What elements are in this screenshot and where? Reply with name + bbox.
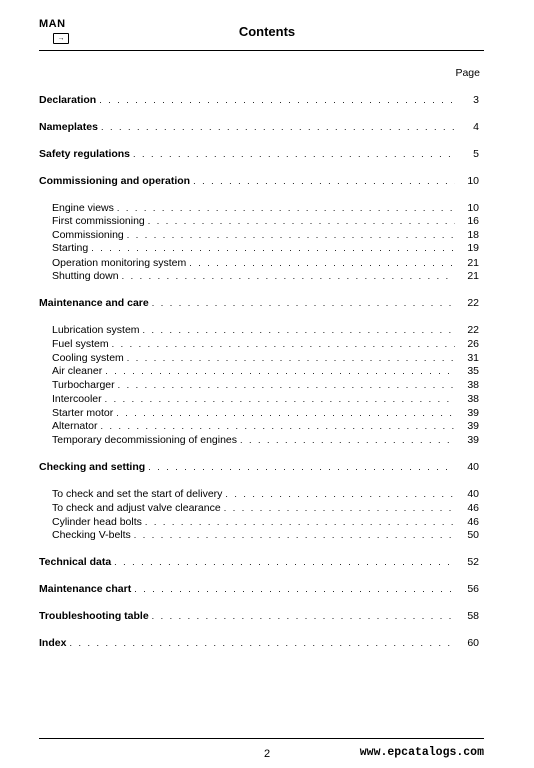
- dot-leader: [99, 94, 455, 107]
- toc-entry-page: 52: [467, 556, 479, 568]
- toc-subsection-entry[interactable]: [52, 420, 479, 433]
- dot-leader: [145, 516, 455, 529]
- dot-leader: [122, 270, 455, 283]
- toc-entry-page: 46: [467, 502, 479, 514]
- toc-entry-label: Maintenance and care: [39, 297, 149, 309]
- toc-subsection-entry[interactable]: [52, 516, 479, 529]
- toc-entry-label: To check and set the start of delivery: [52, 488, 223, 500]
- toc-entry-page: 10: [467, 202, 479, 214]
- dot-leader: [148, 215, 455, 228]
- toc-section-entry[interactable]: [39, 556, 479, 569]
- dot-leader: [225, 488, 455, 501]
- dot-leader: [152, 297, 455, 310]
- toc-entry-label: To check and adjust valve clearance: [52, 502, 221, 514]
- toc-entry-page: 10: [467, 175, 479, 187]
- dot-leader: [152, 610, 455, 623]
- dot-leader: [189, 257, 455, 270]
- toc-entry-page: 21: [467, 270, 479, 282]
- page-number: 2: [263, 748, 271, 760]
- toc-entry-page: 22: [467, 324, 479, 336]
- toc-section-entry[interactable]: [39, 297, 479, 310]
- toc-entry-page: 50: [467, 529, 479, 541]
- toc-entry-label: Technical data: [39, 556, 112, 568]
- toc-subsection-entry[interactable]: [52, 215, 479, 228]
- toc-entry-page: 31: [467, 352, 479, 364]
- toc-entry-page: 40: [467, 488, 479, 500]
- toc-entry-page: 56: [467, 583, 479, 595]
- toc-entry-page: 19: [467, 242, 479, 254]
- toc-subsection-entry[interactable]: [52, 229, 479, 242]
- dot-leader: [118, 379, 455, 392]
- dot-leader: [127, 352, 455, 365]
- dot-leader: [127, 229, 455, 242]
- dot-leader: [105, 365, 455, 378]
- toc-subsection-entry[interactable]: [52, 242, 479, 255]
- toc-entry-label: Fuel system: [52, 338, 109, 350]
- toc-entry-label: Maintenance chart: [39, 583, 132, 595]
- toc-subsection-entry[interactable]: [52, 257, 479, 270]
- toc-entry-label: Temporary decommissioning of engines: [52, 434, 238, 446]
- dot-leader: [114, 556, 455, 569]
- toc-subsection-entry[interactable]: [52, 407, 479, 420]
- toc-entry-label: Engine views: [52, 202, 114, 214]
- toc-entry-label: Shutting down: [52, 270, 119, 282]
- toc-entry-label: Cylinder head bolts: [52, 516, 142, 528]
- toc-entry-label: Safety regulations: [39, 148, 131, 160]
- toc-subsection-entry[interactable]: [52, 365, 479, 378]
- toc-entry-label: Starting: [52, 242, 89, 254]
- toc-entry-page: 22: [467, 297, 479, 309]
- toc-entry-page: 60: [467, 637, 479, 649]
- toc-entry-label: Commissioning and operation: [39, 175, 191, 187]
- toc-entry-label: Index: [39, 637, 67, 649]
- dot-leader: [101, 121, 455, 134]
- toc-entry-label: Checking V-belts: [52, 529, 131, 541]
- toc-subsection-entry[interactable]: [52, 270, 479, 283]
- toc-entry-label: Declaration: [39, 94, 97, 106]
- toc-entry-label: First commissioning: [52, 215, 145, 227]
- toc-entry-page: 4: [473, 121, 479, 133]
- toc-entry-label: Starter motor: [52, 407, 114, 419]
- page-title: Contents: [238, 24, 296, 39]
- dot-leader: [134, 583, 455, 596]
- toc-entry-page: 38: [467, 393, 479, 405]
- toc-subsection-entry[interactable]: [52, 529, 479, 542]
- toc-entry-label: Troubleshooting table: [39, 610, 149, 622]
- toc-section-entry[interactable]: [39, 175, 479, 188]
- toc-subsection-entry[interactable]: [52, 379, 479, 392]
- toc-entry-label: Checking and setting: [39, 461, 146, 473]
- dot-leader: [101, 420, 455, 433]
- toc-subsection-entry[interactable]: [52, 324, 479, 337]
- dot-leader: [240, 434, 455, 447]
- toc-entry-page: 16: [467, 215, 479, 227]
- dot-leader: [116, 407, 455, 420]
- footer-divider: [39, 738, 484, 739]
- toc-entry-page: 39: [467, 407, 479, 419]
- toc-section-entry[interactable]: [39, 94, 479, 107]
- dot-leader: [117, 202, 455, 215]
- toc-entry-page: 58: [467, 610, 479, 622]
- toc-subsection-entry[interactable]: [52, 393, 479, 406]
- toc-entry-page: 46: [467, 516, 479, 528]
- toc-entry-label: Intercooler: [52, 393, 102, 405]
- header-divider: [39, 50, 484, 51]
- toc-entry-page: 39: [467, 434, 479, 446]
- dot-leader: [112, 338, 455, 351]
- toc-entry-label: Operation monitoring system: [52, 257, 187, 269]
- toc-entry-label: Alternator: [52, 420, 98, 432]
- toc-section-entry[interactable]: [39, 610, 479, 623]
- toc-subsection-entry[interactable]: [52, 338, 479, 351]
- website-watermark: www.epcatalogs.com: [359, 746, 484, 759]
- toc-section-entry[interactable]: [39, 121, 479, 134]
- dot-leader: [148, 461, 455, 474]
- dot-leader: [91, 242, 455, 255]
- toc-entry-page: 26: [467, 338, 479, 350]
- toc-subsection-entry[interactable]: [52, 502, 479, 515]
- dot-leader: [143, 324, 455, 337]
- toc-entry-page: 39: [467, 420, 479, 432]
- toc-section-entry[interactable]: [39, 461, 479, 474]
- toc-subsection-entry[interactable]: [52, 488, 479, 501]
- toc-entry-label: Commissioning: [52, 229, 124, 241]
- logo-symbol-icon: →: [53, 33, 69, 44]
- toc-entry-page: 18: [467, 229, 479, 241]
- dot-leader: [133, 148, 455, 161]
- dot-leader: [134, 529, 455, 542]
- dot-leader: [69, 637, 455, 650]
- toc-entry-page: 40: [467, 461, 479, 473]
- dot-leader: [193, 175, 455, 188]
- toc-section-entry[interactable]: [39, 637, 479, 650]
- toc-entry-label: Lubrication system: [52, 324, 140, 336]
- toc-entry-page: 35: [467, 365, 479, 377]
- toc-subsection-entry[interactable]: [52, 434, 479, 447]
- toc-section-entry[interactable]: [39, 148, 479, 161]
- toc-entry-page: 38: [467, 379, 479, 391]
- page-column-label: Page: [455, 67, 480, 79]
- toc-subsection-entry[interactable]: [52, 352, 479, 365]
- toc-entry-page: 21: [467, 257, 479, 269]
- toc-entry-page: 5: [473, 148, 479, 160]
- toc-entry-label: Air cleaner: [52, 365, 103, 377]
- logo-text: MAN: [39, 18, 66, 30]
- toc-entry-label: Nameplates: [39, 121, 98, 133]
- toc-entry-label: Cooling system: [52, 352, 124, 364]
- toc-subsection-entry[interactable]: [52, 202, 479, 215]
- dot-leader: [105, 393, 455, 406]
- dot-leader: [224, 502, 455, 515]
- toc-section-entry[interactable]: [39, 583, 479, 596]
- toc-entry-label: Turbocharger: [52, 379, 115, 391]
- toc-entry-page: 3: [473, 94, 479, 106]
